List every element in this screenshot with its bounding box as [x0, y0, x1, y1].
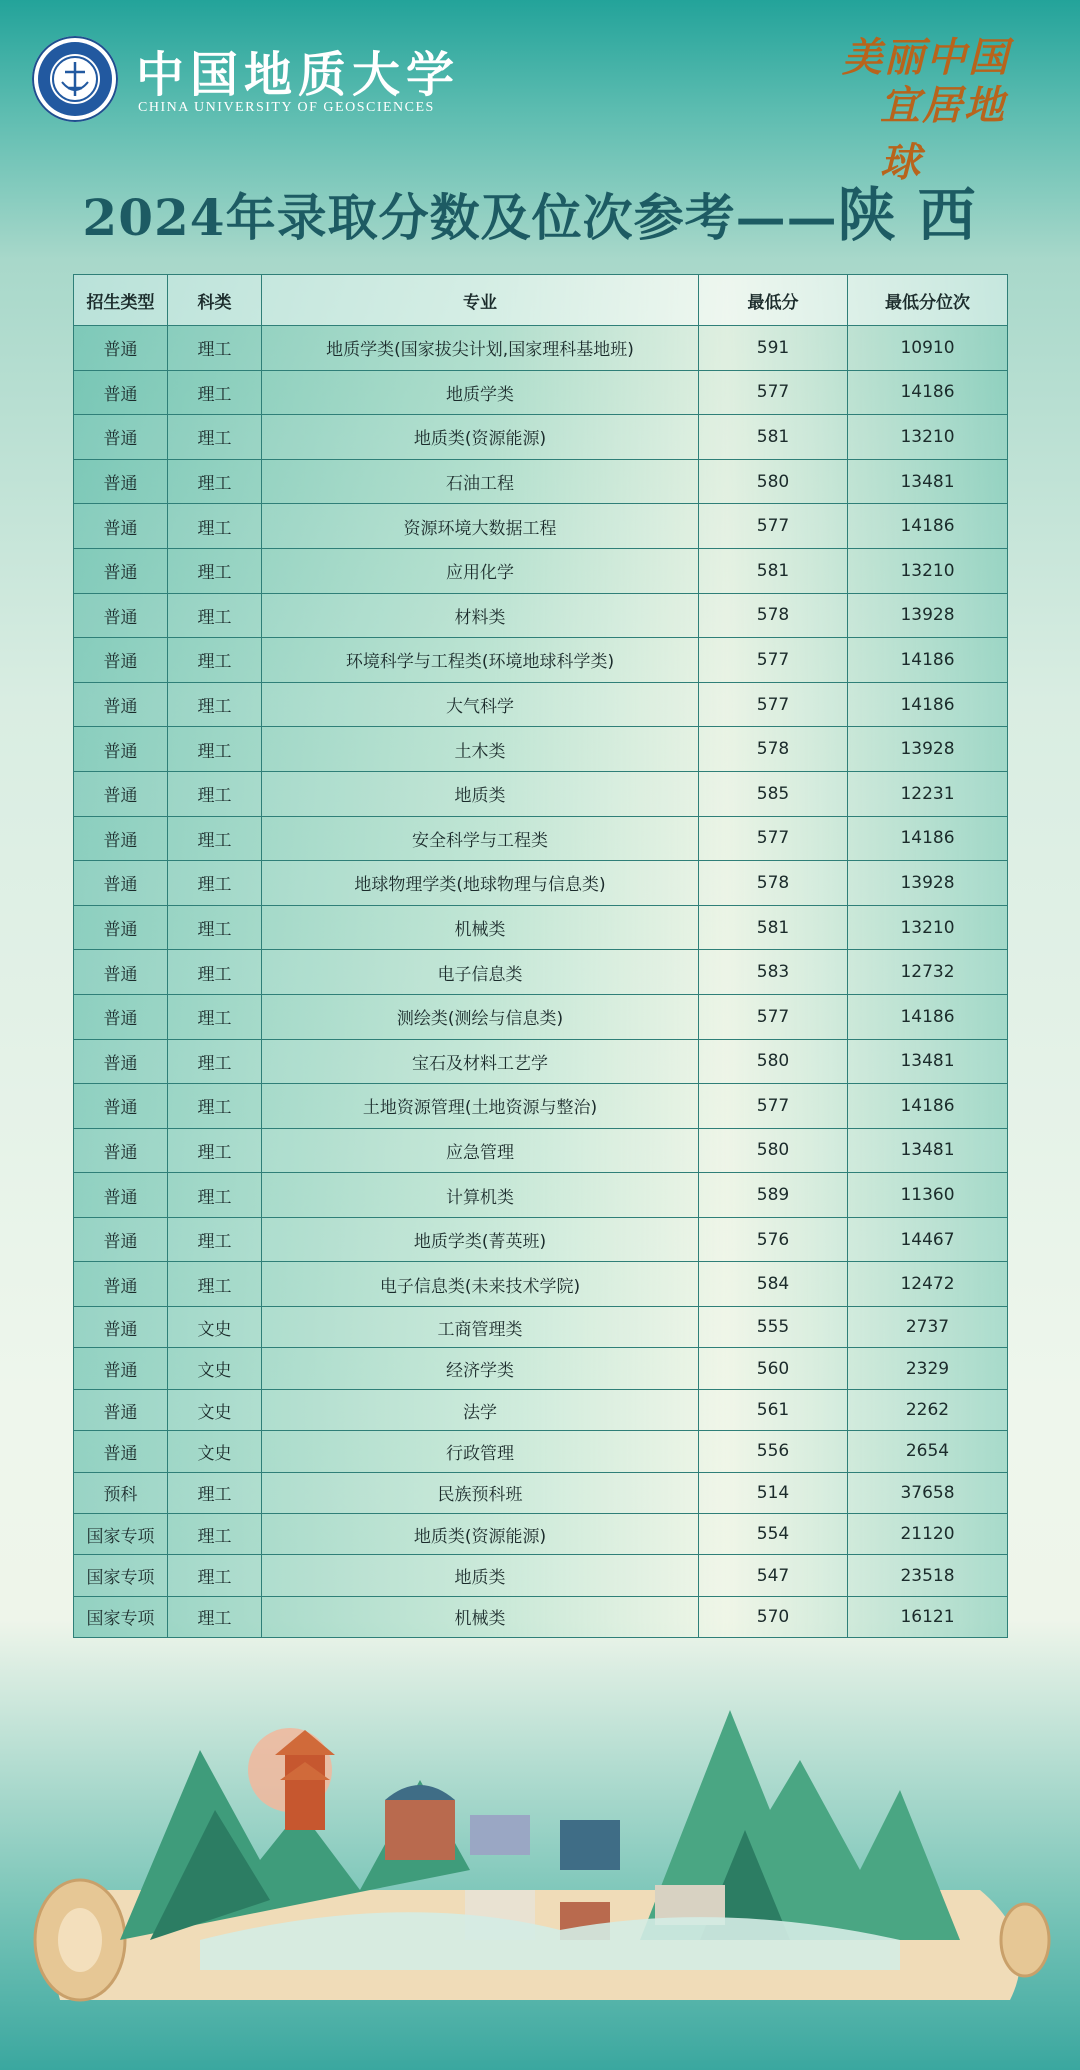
cell-min-score: 577	[699, 816, 848, 861]
cell-major: 地质类(资源能源)	[262, 1514, 699, 1555]
cell-admission-type: 普通	[74, 370, 168, 415]
cell-subject-category: 理工	[168, 994, 262, 1039]
cell-major: 土木类	[262, 727, 699, 772]
cell-subject-category: 理工	[168, 905, 262, 950]
cell-admission-type: 普通	[74, 548, 168, 593]
cell-min-score: 580	[699, 1128, 848, 1173]
cell-min-score: 581	[699, 415, 848, 460]
cell-subject-category: 理工	[168, 682, 262, 727]
table-row	[74, 771, 1008, 816]
cell-min-rank: 13928	[848, 593, 1008, 638]
cell-admission-type: 普通	[74, 771, 168, 816]
cell-admission-type: 普通	[74, 1431, 168, 1472]
cell-admission-type: 普通	[74, 1262, 168, 1307]
table-row	[74, 1555, 1008, 1596]
university-name-cn: 中国地质大学	[136, 47, 461, 103]
cell-admission-type: 普通	[74, 326, 168, 371]
cell-min-rank: 13928	[848, 727, 1008, 772]
cell-min-score: 577	[699, 370, 848, 415]
cell-min-score: 556	[699, 1431, 848, 1472]
cell-subject-category: 文史	[168, 1307, 262, 1348]
table-row	[74, 1084, 1008, 1129]
cell-major: 土地资源管理(土地资源与整治)	[262, 1084, 699, 1129]
cell-subject-category: 理工	[168, 861, 262, 906]
cell-admission-type: 普通	[74, 1084, 168, 1129]
table-row	[74, 1262, 1008, 1307]
cell-major: 电子信息类	[262, 950, 699, 995]
header	[0, 0, 1080, 186]
cell-subject-category: 理工	[168, 1084, 262, 1129]
table-row	[74, 1307, 1008, 1348]
table-row	[74, 950, 1008, 995]
cell-subject-category: 文史	[168, 1348, 262, 1389]
cell-min-score: 581	[699, 905, 848, 950]
cell-subject-category: 理工	[168, 638, 262, 683]
cell-subject-category: 理工	[168, 816, 262, 861]
cell-major: 材料类	[262, 593, 699, 638]
cell-min-rank: 13210	[848, 415, 1008, 460]
cell-min-score: 583	[699, 950, 848, 995]
cell-min-rank: 2262	[848, 1389, 1008, 1430]
cell-major: 地质类	[262, 771, 699, 816]
cell-major: 大气科学	[262, 682, 699, 727]
cell-subject-category: 理工	[168, 459, 262, 504]
cell-subject-category: 理工	[168, 1596, 262, 1637]
page-title-main: 2024年录取分数及位次参考——	[82, 188, 838, 247]
cell-min-score: 581	[699, 548, 848, 593]
cell-min-score: 577	[699, 638, 848, 683]
table-body	[74, 326, 1008, 1638]
cell-min-score: 577	[699, 682, 848, 727]
cell-major: 行政管理	[262, 1431, 699, 1472]
cell-major: 宝石及材料工艺学	[262, 1039, 699, 1084]
table-row	[74, 1217, 1008, 1262]
cell-min-rank: 2329	[848, 1348, 1008, 1389]
cell-subject-category: 理工	[168, 326, 262, 371]
table-row	[74, 1596, 1008, 1637]
cell-major: 测绘类(测绘与信息类)	[262, 994, 699, 1039]
cell-admission-type: 普通	[74, 638, 168, 683]
table-row	[74, 459, 1008, 504]
cell-min-rank: 23518	[848, 1555, 1008, 1596]
cell-major: 石油工程	[262, 459, 699, 504]
table-row	[74, 593, 1008, 638]
table-row	[74, 816, 1008, 861]
cell-min-score: 514	[699, 1472, 848, 1513]
cell-admission-type: 普通	[74, 727, 168, 772]
cell-admission-type: 普通	[74, 1348, 168, 1389]
table-row	[74, 1514, 1008, 1555]
cell-major: 应急管理	[262, 1128, 699, 1173]
cell-min-rank: 12472	[848, 1262, 1008, 1307]
university-name-en: CHINA UNIVERSITY OF GEOSCIENCES	[138, 100, 435, 115]
cell-admission-type: 国家专项	[74, 1555, 168, 1596]
cell-subject-category: 理工	[168, 548, 262, 593]
cell-admission-type: 普通	[74, 1039, 168, 1084]
cell-min-rank: 37658	[848, 1472, 1008, 1513]
cell-admission-type: 普通	[74, 1173, 168, 1218]
table-row	[74, 638, 1008, 683]
cell-admission-type: 普通	[74, 1307, 168, 1348]
cell-min-score: 560	[699, 1348, 848, 1389]
cell-min-score: 591	[699, 326, 848, 371]
cell-min-rank: 13481	[848, 459, 1008, 504]
cell-min-score: 577	[699, 504, 848, 549]
cell-min-score: 578	[699, 727, 848, 772]
cell-min-score: 589	[699, 1173, 848, 1218]
slogan-line-2: 宜居地球	[880, 82, 1006, 186]
cell-min-score: 570	[699, 1596, 848, 1637]
cell-subject-category: 理工	[168, 1128, 262, 1173]
header-min-rank: 最低分位次	[848, 275, 1008, 326]
cell-admission-type: 普通	[74, 950, 168, 995]
table-row	[74, 326, 1008, 371]
cell-admission-type: 普通	[74, 1217, 168, 1262]
cell-admission-type: 普通	[74, 459, 168, 504]
cell-admission-type: 普通	[74, 861, 168, 906]
cell-min-score: 561	[699, 1389, 848, 1430]
cell-major: 环境科学与工程类(环境地球科学类)	[262, 638, 699, 683]
cell-subject-category: 理工	[168, 504, 262, 549]
table-row	[74, 994, 1008, 1039]
cell-min-rank: 13481	[848, 1039, 1008, 1084]
cell-major: 计算机类	[262, 1173, 699, 1218]
header-major: 专业	[262, 275, 699, 326]
cell-min-score: 578	[699, 861, 848, 906]
table-row	[74, 1431, 1008, 1472]
cell-min-score: 554	[699, 1514, 848, 1555]
table-header-row	[74, 275, 1008, 326]
cell-admission-type: 普通	[74, 1128, 168, 1173]
table-row	[74, 861, 1008, 906]
cell-major: 地质学类(菁英班)	[262, 1217, 699, 1262]
cell-admission-type: 普通	[74, 1389, 168, 1430]
cell-min-rank: 13928	[848, 861, 1008, 906]
cell-min-rank: 14467	[848, 1217, 1008, 1262]
table-row	[74, 1039, 1008, 1084]
cell-subject-category: 理工	[168, 370, 262, 415]
cell-min-score: 576	[699, 1217, 848, 1262]
table-row	[74, 727, 1008, 772]
cell-subject-category: 理工	[168, 1173, 262, 1218]
cell-min-score: 577	[699, 994, 848, 1039]
cell-subject-category: 理工	[168, 1217, 262, 1262]
cell-min-score: 547	[699, 1555, 848, 1596]
cell-min-rank: 14186	[848, 816, 1008, 861]
cell-min-score: 580	[699, 1039, 848, 1084]
table-row	[74, 504, 1008, 549]
university-seal-logo	[32, 36, 118, 122]
cell-min-score: 555	[699, 1307, 848, 1348]
cell-major: 地质类	[262, 1555, 699, 1596]
cell-min-rank: 12732	[848, 950, 1008, 995]
cell-major: 法学	[262, 1389, 699, 1430]
table-row	[74, 1472, 1008, 1513]
cell-subject-category: 理工	[168, 727, 262, 772]
cell-subject-category: 理工	[168, 1514, 262, 1555]
cell-subject-category: 理工	[168, 1472, 262, 1513]
table-row	[74, 1128, 1008, 1173]
slogan-line-1: 美丽中国	[842, 34, 1010, 81]
cell-min-score: 577	[699, 1084, 848, 1129]
cell-min-score: 578	[699, 593, 848, 638]
cell-admission-type: 普通	[74, 994, 168, 1039]
table-row	[74, 1389, 1008, 1430]
cell-subject-category: 理工	[168, 950, 262, 995]
header-min-score: 最低分	[699, 275, 848, 326]
cell-min-rank: 14186	[848, 504, 1008, 549]
cell-admission-type: 普通	[74, 905, 168, 950]
cell-major: 地质学类	[262, 370, 699, 415]
cell-major: 地质类(资源能源)	[262, 415, 699, 460]
cell-min-rank: 14186	[848, 370, 1008, 415]
table-row	[74, 1173, 1008, 1218]
slogan	[842, 26, 1032, 186]
cell-major: 工商管理类	[262, 1307, 699, 1348]
cell-major: 地球物理学类(地球物理与信息类)	[262, 861, 699, 906]
cell-min-rank: 13481	[848, 1128, 1008, 1173]
cell-major: 应用化学	[262, 548, 699, 593]
cell-min-rank: 10910	[848, 326, 1008, 371]
cell-major: 机械类	[262, 905, 699, 950]
cell-min-score: 585	[699, 771, 848, 816]
cell-admission-type: 国家专项	[74, 1514, 168, 1555]
cell-min-rank: 14186	[848, 638, 1008, 683]
cell-subject-category: 理工	[168, 415, 262, 460]
cell-major: 机械类	[262, 1596, 699, 1637]
page-title	[0, 168, 1080, 252]
cell-min-rank: 21120	[848, 1514, 1008, 1555]
header-subject-category: 科类	[168, 275, 262, 326]
cell-min-rank: 14186	[848, 1084, 1008, 1129]
cell-min-rank: 16121	[848, 1596, 1008, 1637]
cell-min-rank: 12231	[848, 771, 1008, 816]
cell-min-rank: 13210	[848, 548, 1008, 593]
cell-admission-type: 普通	[74, 593, 168, 638]
cell-major: 地质学类(国家拔尖计划,国家理科基地班)	[262, 326, 699, 371]
table-row	[74, 905, 1008, 950]
cell-major: 民族预科班	[262, 1472, 699, 1513]
table-row	[74, 370, 1008, 415]
cell-min-rank: 11360	[848, 1173, 1008, 1218]
cell-major: 电子信息类(未来技术学院)	[262, 1262, 699, 1307]
cell-admission-type: 普通	[74, 504, 168, 549]
landscape-scroll-illustration	[0, 1640, 1080, 2040]
header-admission-type: 招生类型	[74, 275, 168, 326]
cell-major: 经济学类	[262, 1348, 699, 1389]
cell-subject-category: 理工	[168, 593, 262, 638]
table-row	[74, 682, 1008, 727]
cell-subject-category: 文史	[168, 1389, 262, 1430]
cell-subject-category: 理工	[168, 1039, 262, 1084]
admission-score-table	[73, 274, 1008, 1638]
table-row	[74, 548, 1008, 593]
cell-major: 资源环境大数据工程	[262, 504, 699, 549]
cell-major: 安全科学与工程类	[262, 816, 699, 861]
cell-min-rank: 2737	[848, 1307, 1008, 1348]
table-row	[74, 415, 1008, 460]
cell-admission-type: 预科	[74, 1472, 168, 1513]
table-row	[74, 1348, 1008, 1389]
cell-min-score: 580	[699, 459, 848, 504]
cell-min-rank: 13210	[848, 905, 1008, 950]
cell-admission-type: 普通	[74, 816, 168, 861]
cell-admission-type: 普通	[74, 415, 168, 460]
cell-min-rank: 14186	[848, 994, 1008, 1039]
cell-subject-category: 理工	[168, 1262, 262, 1307]
cell-admission-type: 普通	[74, 682, 168, 727]
page-title-province: 陕西	[837, 181, 998, 249]
cell-min-score: 584	[699, 1262, 848, 1307]
cell-min-rank: 14186	[848, 682, 1008, 727]
cell-subject-category: 理工	[168, 771, 262, 816]
cell-min-rank: 2654	[848, 1431, 1008, 1472]
cell-admission-type: 国家专项	[74, 1596, 168, 1637]
cell-subject-category: 理工	[168, 1555, 262, 1596]
cell-subject-category: 文史	[168, 1431, 262, 1472]
